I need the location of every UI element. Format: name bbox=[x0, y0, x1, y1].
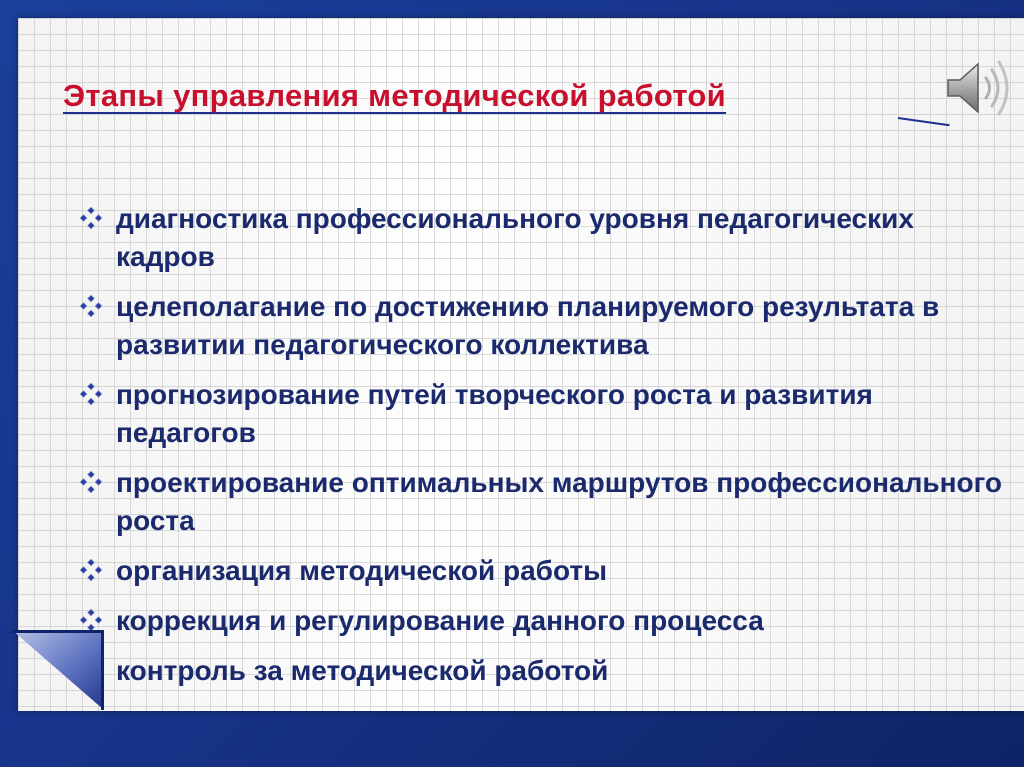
list-item-text: организация методической работы bbox=[116, 555, 607, 586]
list-item bbox=[80, 552, 1020, 590]
title-underline-extension bbox=[898, 117, 950, 126]
diamond-bullet-icon bbox=[80, 609, 102, 631]
list-item bbox=[80, 200, 1020, 276]
diamond-bullet-icon bbox=[80, 471, 102, 493]
list-item bbox=[80, 288, 1020, 364]
diamond-bullet-icon bbox=[80, 383, 102, 405]
list-item bbox=[80, 464, 1020, 540]
diamond-bullet-icon bbox=[80, 207, 102, 229]
list-item-text: контроль за методической работой bbox=[116, 655, 609, 686]
list-item-text: диагностика профессионального уровня педагогических кадров bbox=[116, 203, 914, 272]
list-item-text: целеполагание по достижению планируемого результата в развитии педагогического коллектива bbox=[116, 291, 940, 360]
list-item-text: коррекция и регулирование данного процесса bbox=[116, 605, 764, 636]
list-item bbox=[80, 602, 1020, 640]
list-item-text: проектирование оптимальных маршрутов профессионального роста bbox=[116, 467, 1003, 536]
list-item-text: прогнозирование путей творческого роста и развития педагогов bbox=[116, 379, 873, 448]
slide-title: Этапы управления методической работой bbox=[63, 78, 727, 113]
slide-canvas bbox=[18, 18, 1024, 711]
diamond-bullet-icon bbox=[80, 559, 102, 581]
list-item bbox=[80, 652, 1020, 690]
list-item bbox=[80, 376, 1020, 452]
page-curl-corner bbox=[12, 630, 104, 710]
stages-list bbox=[80, 200, 1020, 702]
speaker-icon[interactable] bbox=[944, 56, 1016, 120]
diamond-bullet-icon bbox=[80, 295, 102, 317]
